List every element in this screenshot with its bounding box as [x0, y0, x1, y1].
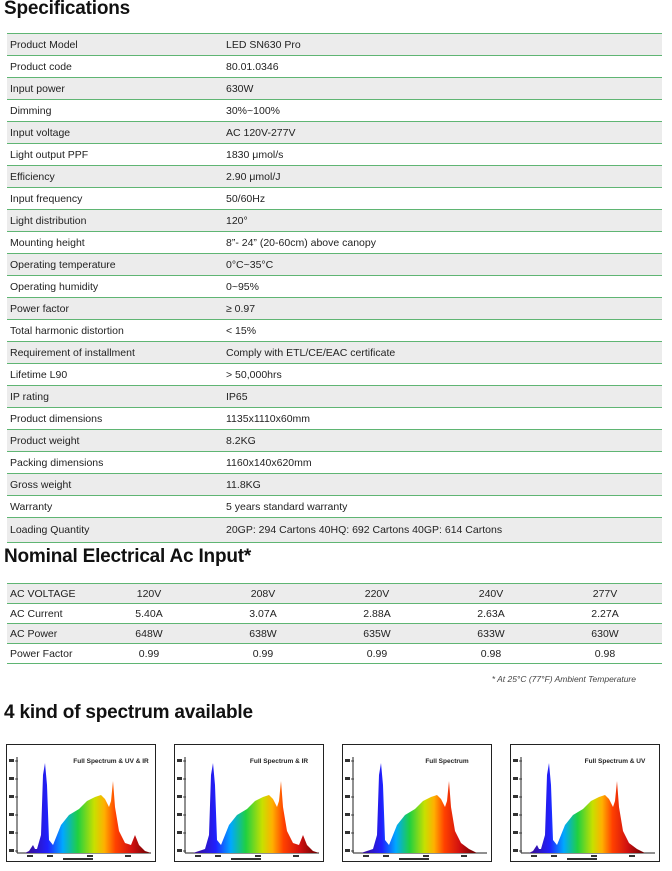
spec-value: ≥ 0.97 — [226, 302, 256, 315]
electrical-cell: 635W — [363, 627, 391, 640]
spec-value: 8”- 24” (20-60cm) above canopy — [226, 236, 376, 249]
spec-row — [7, 56, 662, 78]
spec-row — [7, 364, 662, 386]
spec-row — [7, 210, 662, 232]
electrical-heading: Nominal Electrical Ac Input* — [4, 546, 252, 567]
spec-label: Power factor — [10, 302, 69, 315]
electrical-cell: 0.98 — [594, 647, 616, 660]
electrical-cell: 208V — [250, 587, 276, 600]
electrical-cell: 0.99 — [138, 647, 160, 660]
spec-row — [7, 166, 662, 188]
spec-row — [7, 320, 662, 342]
spec-row — [7, 100, 662, 122]
spec-row — [7, 188, 662, 210]
spec-row — [7, 452, 662, 474]
spec-label: Input voltage — [10, 126, 71, 139]
spec-row — [7, 518, 662, 543]
electrical-row — [7, 584, 662, 604]
spec-value: 120° — [226, 214, 248, 227]
spec-value: 30%~100% — [226, 104, 281, 117]
electrical-row — [7, 644, 662, 664]
spectrum-chart — [511, 745, 659, 861]
spec-label: Light output PPF — [10, 148, 89, 161]
spec-label: Packing dimensions — [10, 456, 104, 469]
electrical-cell: 0.99 — [252, 647, 274, 660]
spec-row — [7, 474, 662, 496]
spec-label: Product dimensions — [10, 412, 103, 425]
spec-row — [7, 34, 662, 56]
spec-value: LED SN630 Pro — [226, 38, 301, 51]
spec-row — [7, 408, 662, 430]
temperature-note: * At 25°C (77°F) Ambient Temperature — [491, 674, 636, 684]
spectrum-title: Full Spectrum & UV — [584, 758, 646, 765]
specifications-heading: Specifications — [4, 0, 131, 19]
spec-label: Product Model — [10, 38, 78, 51]
spec-row — [7, 78, 662, 100]
spec-label: Operating humidity — [10, 280, 99, 293]
spec-label: Mounting height — [10, 236, 85, 249]
spectrum-chart — [7, 745, 155, 861]
spec-row — [7, 298, 662, 320]
spec-value: < 15% — [226, 324, 257, 337]
spectrum-heading: 4 kind of spectrum available — [4, 702, 253, 723]
spec-value: 1160x140x620mm — [226, 456, 312, 469]
spec-label: Total harmonic distortion — [10, 324, 124, 337]
spec-value: 0°C~35°C — [226, 258, 274, 271]
electrical-label: AC VOLTAGE — [10, 587, 76, 600]
spectrum-curve — [25, 763, 151, 853]
spectrum-card — [6, 744, 156, 862]
spectrum-chart — [343, 745, 491, 861]
spec-row — [7, 144, 662, 166]
specifications-table — [7, 33, 662, 543]
electrical-cell: 633W — [477, 627, 505, 640]
spec-value: 630W — [226, 82, 254, 95]
electrical-row — [7, 604, 662, 624]
spec-row — [7, 122, 662, 144]
spec-label: Efficiency — [10, 170, 55, 183]
spec-row — [7, 342, 662, 364]
spec-value: 50/60Hz — [226, 192, 266, 205]
electrical-cell: 220V — [364, 587, 390, 600]
electrical-cell: 648W — [135, 627, 163, 640]
spec-value: Comply with ETL/CE/EAC certificate — [226, 346, 396, 359]
electrical-cell: 2.27A — [591, 607, 619, 620]
electrical-cell: 630W — [591, 627, 619, 640]
spectrum-curve — [361, 763, 477, 853]
electrical-cell: 277V — [592, 587, 618, 600]
spec-label: Requirement of installment — [10, 346, 135, 359]
electrical-cell: 240V — [478, 587, 504, 600]
spec-row — [7, 430, 662, 452]
electrical-cell: 0.99 — [366, 647, 388, 660]
spec-row — [7, 386, 662, 408]
spec-row — [7, 232, 662, 254]
spec-label: Input power — [10, 82, 65, 95]
spec-label: IP rating — [10, 390, 49, 403]
spec-value: 20GP: 294 Cartons 40HQ: 692 Cartons 40GP: 614 Cartons — [226, 524, 503, 536]
electrical-label: AC Power — [10, 627, 58, 640]
spec-value: 8.2KG — [226, 434, 256, 447]
spec-value: 11.8KG — [226, 478, 261, 491]
spec-value: > 50,000hrs — [226, 368, 282, 381]
spectrum-card — [510, 744, 660, 862]
spectrum-title: Full Spectrum & UV & IR — [73, 758, 149, 765]
electrical-cell: 5.40A — [135, 607, 163, 620]
spec-label: Operating temperature — [10, 258, 116, 271]
spec-label: Light distribution — [10, 214, 87, 227]
electrical-input-table — [7, 583, 662, 664]
electrical-row — [7, 624, 662, 644]
spec-value: 1830 μmol/s — [226, 148, 284, 161]
spec-row — [7, 496, 662, 518]
spec-label: Input frequency — [10, 192, 83, 205]
spectrum-curve — [193, 763, 319, 853]
spec-value: AC 120V-277V — [226, 126, 296, 139]
spec-label: Lifetime L90 — [10, 368, 68, 381]
electrical-cell: 0.98 — [480, 647, 502, 660]
spectrum-card — [174, 744, 324, 862]
electrical-cell: 120V — [136, 587, 162, 600]
spec-label: Gross weight — [10, 478, 72, 491]
electrical-cell: 3.07A — [249, 607, 277, 620]
spectrum-curve — [529, 763, 645, 853]
spec-value: 5 years standard warranty — [226, 500, 348, 513]
spectrum-title: Full Spectrum & IR — [249, 758, 309, 765]
electrical-label: AC Current — [10, 607, 63, 620]
electrical-cell: 2.63A — [477, 607, 505, 620]
spec-value: 0~95% — [226, 280, 259, 293]
spectrum-chart — [175, 745, 323, 861]
spec-row — [7, 254, 662, 276]
spec-label: Warranty — [10, 500, 53, 513]
spec-label: Product code — [10, 60, 72, 73]
spec-label: Loading Quantity — [10, 524, 90, 536]
electrical-cell: 2.88A — [363, 607, 391, 620]
spec-value: 1135x1110x60mm — [226, 412, 311, 425]
spec-value: 80.01.0346 — [226, 60, 279, 73]
spec-label: Dimming — [10, 104, 52, 117]
electrical-label: Power Factor — [10, 647, 73, 660]
electrical-cell: 638W — [249, 627, 277, 640]
spec-label: Product weight — [10, 434, 80, 447]
spec-value: 2.90 μmol/J — [226, 170, 281, 183]
spectrum-card — [342, 744, 492, 862]
spec-value: IP65 — [226, 390, 248, 403]
spectrum-title: Full Spectrum — [425, 758, 469, 765]
spec-row — [7, 276, 662, 298]
